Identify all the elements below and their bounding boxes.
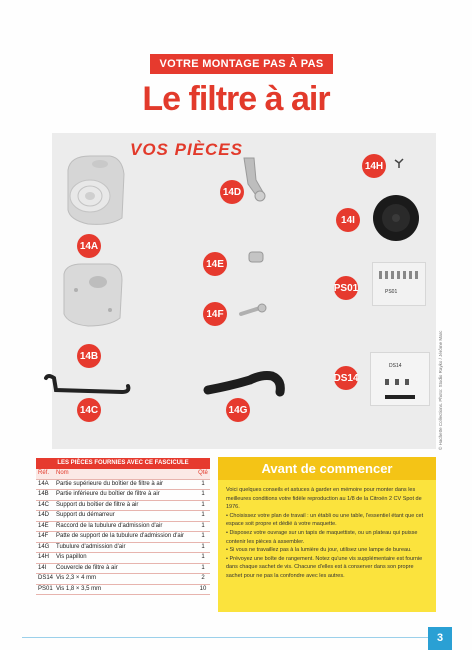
- table-row: [36, 585, 210, 596]
- column-header-ref: Réf.: [38, 470, 50, 476]
- name-cell: Couvercle de filtre à air: [56, 564, 118, 571]
- qty-cell: 1: [201, 543, 205, 550]
- table-row: [36, 574, 210, 585]
- parts-table-body: [36, 480, 210, 596]
- part-tag-14g: 14G: [226, 398, 250, 422]
- tips-paragraph: • Si vous ne travaillez pas à la lumière du jour, utilisez une lampe de bureau.: [226, 547, 412, 554]
- ref-cell: 14H: [38, 554, 50, 560]
- part-14b-image: [58, 260, 126, 330]
- ds14-screw-bag: [370, 352, 430, 406]
- part-tag-14h: 14H: [362, 154, 386, 178]
- part-tag-14f: 14F: [203, 302, 227, 326]
- part-14a-image: [60, 150, 130, 230]
- part-14g-image: [200, 360, 290, 400]
- part-tag-14d: 14D: [220, 180, 244, 204]
- qty-cell: 1: [201, 554, 205, 560]
- page-title: Le filtre à air: [142, 80, 330, 118]
- qty-cell: 10: [199, 585, 207, 592]
- column-header-qty: Qté: [198, 470, 208, 476]
- table-row: [36, 532, 210, 543]
- table-row: [36, 480, 210, 491]
- ref-cell: 14I: [38, 564, 47, 571]
- ref-cell: DS14: [38, 575, 54, 581]
- ref-cell: 14C: [38, 501, 50, 508]
- table-row: [36, 501, 210, 512]
- table-row: [36, 553, 210, 564]
- part-14h-image: [392, 156, 406, 170]
- qty-cell: 1: [201, 564, 205, 571]
- part-tag-ps01: PS01: [334, 276, 358, 300]
- tips-box-text: [226, 486, 430, 581]
- ref-cell: 14E: [38, 522, 49, 529]
- part-14e-image: [246, 248, 268, 266]
- part-tag-14e: 14E: [203, 252, 227, 276]
- qty-cell: 1: [201, 533, 205, 539]
- qty-cell: 2: [201, 575, 205, 581]
- part-14c-image: [42, 370, 132, 400]
- name-cell: Vis 1,8 × 3,5 mm: [56, 585, 102, 592]
- page-number: 3: [428, 627, 452, 650]
- parts-heading: VOS PIÈCES: [130, 140, 243, 159]
- qty-cell: 1: [201, 512, 205, 518]
- name-cell: Tubulure d'admission d'air: [56, 543, 126, 550]
- part-tag-14a: 14A: [77, 234, 101, 258]
- ref-cell: PS01: [38, 585, 53, 592]
- ps01-screw-bag: [372, 262, 426, 306]
- name-cell: Vis papillon: [56, 554, 87, 560]
- qty-cell: 1: [201, 522, 205, 529]
- part-tag-14b: 14B: [77, 344, 101, 368]
- part-14i-image: [370, 192, 422, 244]
- ref-cell: 14F: [38, 533, 49, 539]
- tips-paragraph: • Choisissez votre plan de travail : un établi ou une table, l'essentiel étant que cet espace soit propre et dédié à votre maquette.: [226, 512, 424, 528]
- ds14-bag-label: DS14: [389, 363, 402, 369]
- name-cell: Raccord de la tubulure d'admission d'air: [56, 522, 163, 529]
- column-header-name: Nom: [56, 470, 69, 476]
- part-14f-image: [238, 302, 268, 320]
- photo-credit: © Hachette Collections. Photo: Studio Rayko / Jérôme Marc: [438, 330, 443, 450]
- ref-cell: 14G: [38, 543, 50, 550]
- parts-table-header-row: [36, 469, 210, 480]
- table-row: [36, 564, 210, 575]
- tips-paragraph: • Prévoyez une boîte de rangement. Notez qu'une vis supplémentaire est fournie dans chaque sachet de vis. Chacune d'elles est à conserver dans son propre sachet pour ne pas la confondre avec les autres.: [226, 555, 423, 579]
- qty-cell: 1: [201, 501, 205, 508]
- ref-cell: 14D: [38, 512, 50, 518]
- table-row: [36, 522, 210, 533]
- tips-paragraph: Voici quelques conseils et astuces à garder en mémoire pour monter dans les meilleures conditions votre fidèle reproduction au 1/8 de la Citroën 2 CV Spot de 1976.: [226, 487, 422, 511]
- name-cell: Patte de support de la tubulure d'admission d'air: [56, 533, 185, 539]
- part-tag-14c: 14C: [77, 398, 101, 422]
- section-banner: VOTRE MONTAGE PAS À PAS: [150, 54, 333, 74]
- part-tag-14i: 14I: [336, 208, 360, 232]
- ps01-bag-label: PS01: [385, 289, 398, 295]
- name-cell: Vis 2,3 × 4 mm: [56, 575, 97, 581]
- ref-cell: 14B: [38, 491, 49, 497]
- table-row: [36, 490, 210, 501]
- table-row: [36, 543, 210, 554]
- ref-cell: 14A: [38, 480, 49, 487]
- table-row: [36, 511, 210, 522]
- tips-box-title: Avant de commencer: [218, 457, 436, 480]
- name-cell: Partie inférieure du boîtier de filtre à air: [56, 491, 160, 497]
- name-cell: Support du démarreur: [56, 512, 115, 518]
- part-tag-ds14: DS14: [334, 366, 358, 390]
- parts-table-heading: LES PIÈCES FOURNIES AVEC CE FASCICULE: [36, 458, 210, 469]
- qty-cell: 1: [201, 480, 205, 487]
- tips-paragraph: • Disposez votre ouvrage sur un tapis de maquettiste, ou un plateau qui puisse contenir les pièces à assembler.: [226, 529, 418, 545]
- parts-table: [36, 458, 210, 595]
- footer-rule: [22, 637, 428, 638]
- qty-cell: 1: [201, 491, 205, 497]
- name-cell: Partie supérieure du boîtier de filtre à air: [56, 480, 164, 487]
- name-cell: Support du boîtier de filtre à air: [56, 501, 139, 508]
